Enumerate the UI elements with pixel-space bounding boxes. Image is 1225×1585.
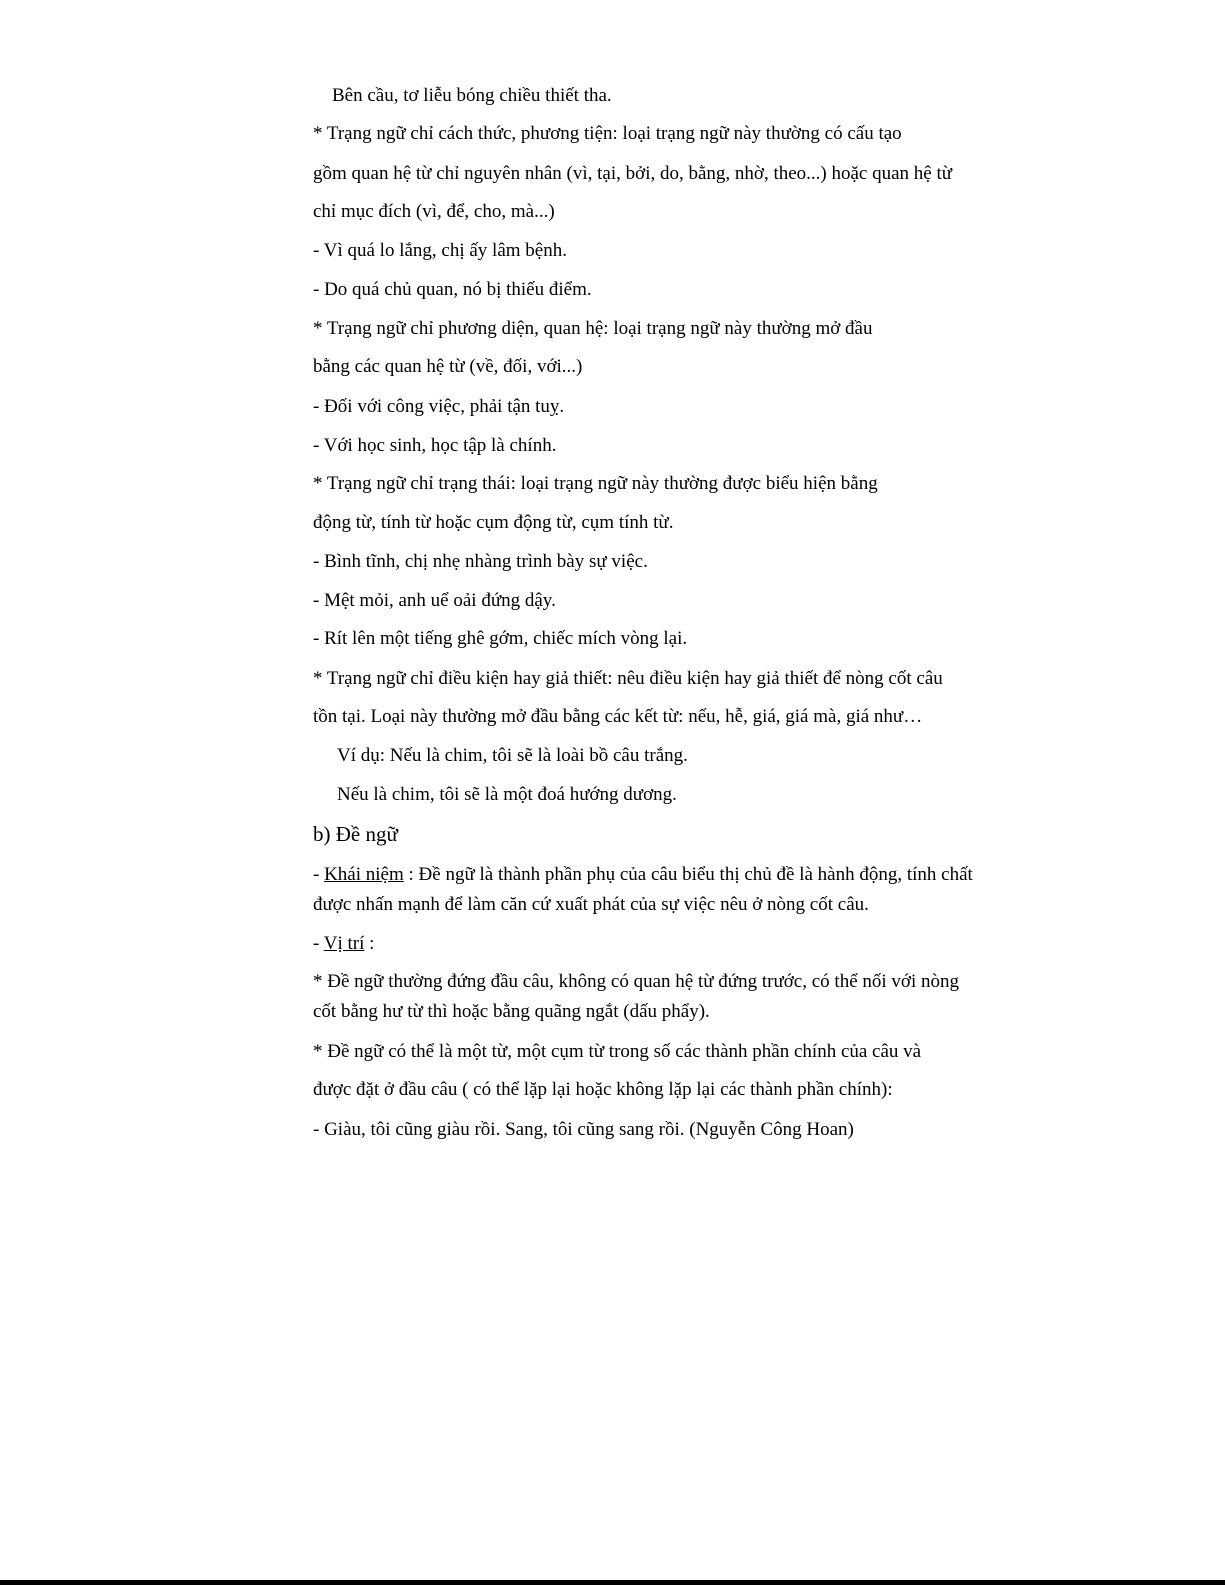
definition-text: : Đề ngữ là thành phần phụ của câu biểu thị chủ đề là hành động, tính chất [403,864,973,885]
example-line: - Vì quá lo lắng, chị ấy lâm bệnh. [313,240,567,261]
definition-label: Khái niệm [324,864,404,885]
paragraph-line: * Đề ngữ có thể là một từ, một cụm từ trong số các thành phần chính của câu và [313,1041,922,1062]
paragraph-line: * Trạng ngữ chỉ phương diện, quan hệ: loại trạng ngữ này thường mở đầu [313,318,873,339]
paragraph-line: chỉ mục đích (vì, để, cho, mà...) [313,201,555,222]
definition-line [313,863,973,887]
example-line: - Bình tĩnh, chị nhẹ nhàng trình bày sự việc. [313,551,648,572]
page-bottom-edge [0,1580,1225,1585]
example-line: Ví dụ: Nếu là chim, tôi sẽ là loài bồ câu trắng. [337,745,688,766]
example-line: - Mệt mỏi, anh uể oải đứng dậy. [313,590,556,611]
example-line: - Với học sinh, học tập là chính. [313,435,557,456]
position-line [313,932,374,956]
paragraph-line: * Trạng ngữ chỉ điều kiện hay giả thiết: nêu điều kiện hay giả thiết để nòng cốt câu [313,668,943,689]
example-line: Nếu là chim, tôi sẽ là một đoá hướng dương. [337,784,677,805]
example-line: - Rít lên một tiếng ghê gớm, chiếc mích vòng lại. [313,628,688,649]
position-prefix: - [313,933,324,954]
example-line: - Do quá chủ quan, nó bị thiếu điểm. [313,279,592,300]
definition-line-2: được nhấn mạnh để làm căn cứ xuất phát của sự việc nêu ở nòng cốt câu. [313,894,869,915]
paragraph-line: bằng các quan hệ từ (về, đối, với...) [313,356,583,377]
position-label: Vị trí [323,933,365,954]
definition-prefix: - [313,864,325,885]
paragraph-line: * Đề ngữ thường đứng đầu câu, không có quan hệ từ đứng trước, có thể nối với nòng [313,971,959,992]
example-line: - Đối với công việc, phải tận tuỵ. [313,396,565,417]
paragraph-line: * Trạng ngữ chỉ trạng thái: loại trạng ngữ này thường được biểu hiện bằng [313,473,878,494]
paragraph-line: được đặt ở đầu câu ( có thể lặp lại hoặc không lặp lại các thành phần chính): [313,1079,893,1100]
paragraph-line: tồn tại. Loại này thường mở đầu bằng các kết từ: nếu, hễ, giá, giá mà, giá như… [313,706,923,727]
section-heading: b) Đề ngữ [313,822,398,846]
position-text: : [364,933,375,954]
paragraph-line: gồm quan hệ từ chỉ nguyên nhân (vì, tại, bởi, do, bằng, nhờ, theo...) hoặc quan hệ từ [313,163,953,184]
example-line: - Giàu, tôi cũng giàu rồi. Sang, tôi cũng sang rồi. (Nguyễn Công Hoan) [313,1119,854,1140]
poem-line: Bên cầu, tơ liễu bóng chiều thiết tha. [332,85,612,106]
paragraph-line: * Trạng ngữ chỉ cách thức, phương tiện: loại trạng ngữ này thường có cấu tạo [313,123,902,144]
paragraph-line: động từ, tính từ hoặc cụm động từ, cụm tính từ. [313,512,674,533]
paragraph-line: cốt bằng hư từ thì hoặc bằng quãng ngắt (dấu phẩy). [313,1001,710,1022]
